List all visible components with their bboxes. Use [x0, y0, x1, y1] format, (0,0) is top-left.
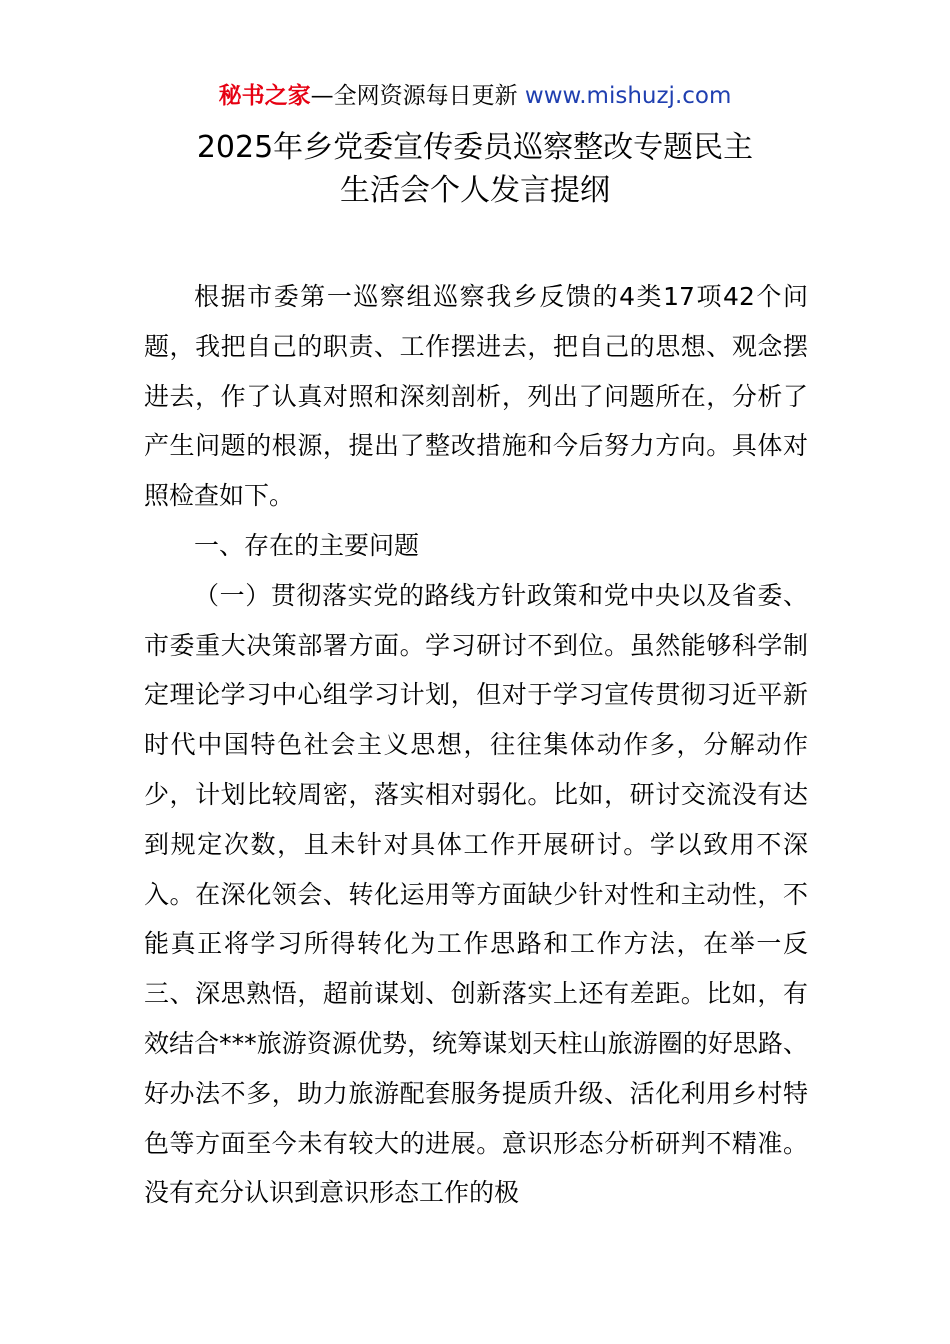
- section-heading: 一、存在的主要问题: [194, 530, 420, 560]
- site-url-link[interactable]: www.mishuzj.com: [524, 83, 732, 109]
- site-header: [0, 80, 950, 112]
- paragraph-section-1: （一）贯彻落实党的路线方针政策和党中央以及省委、市委重大决策部署方面。学习研讨不到位。虽然能够科学制定理论学习中心组学习计划，但对于学习宣传贯彻习近平新时代中国特色社会主义思想，往往集体动作多，分解动作少，计划比较周密，落实相对弱化。比如，研讨交流没有达到规定次数，且未针对具体工作开展研讨。学以致用不深入。在深化领会、转化运用等方面缺少针对性和主动性，不能真正将学习所得转化为工作思路和工作方法，在举一反三、深思熟悟，超前谋划、创新落实上还有差距。比如，有效结合***旅游资源优势，统筹谋划天柱山旅游圈的好思路、好办法不多，助力旅游配套服务提质升级、活化利用乡村特色等方面至今未有较大的进展。意识形态分析研判不精准。没有充分认识到意识形态工作的极: [144, 580, 808, 1208]
- site-tagline: —全网资源每日更新: [310, 83, 525, 109]
- title-line-2: 生活会个人发言提纲: [340, 173, 610, 208]
- site-brand: 秘书之家: [218, 83, 311, 109]
- title-line-1: 2025年乡党委宣传委员巡察整改专题民主: [196, 130, 754, 165]
- document-title: [0, 126, 950, 212]
- paragraph-intro: 根据市委第一巡察组巡察我乡反馈的4类17项42个问题，我把自己的职责、工作摆进去，把自己的思想、观念摆进去，作了认真对照和深刻剖析，列出了问题所在，分析了产生问题的根源，提出了整改措施和今后努力方向。具体对照检查如下。: [144, 282, 808, 511]
- document-body: [144, 272, 808, 1218]
